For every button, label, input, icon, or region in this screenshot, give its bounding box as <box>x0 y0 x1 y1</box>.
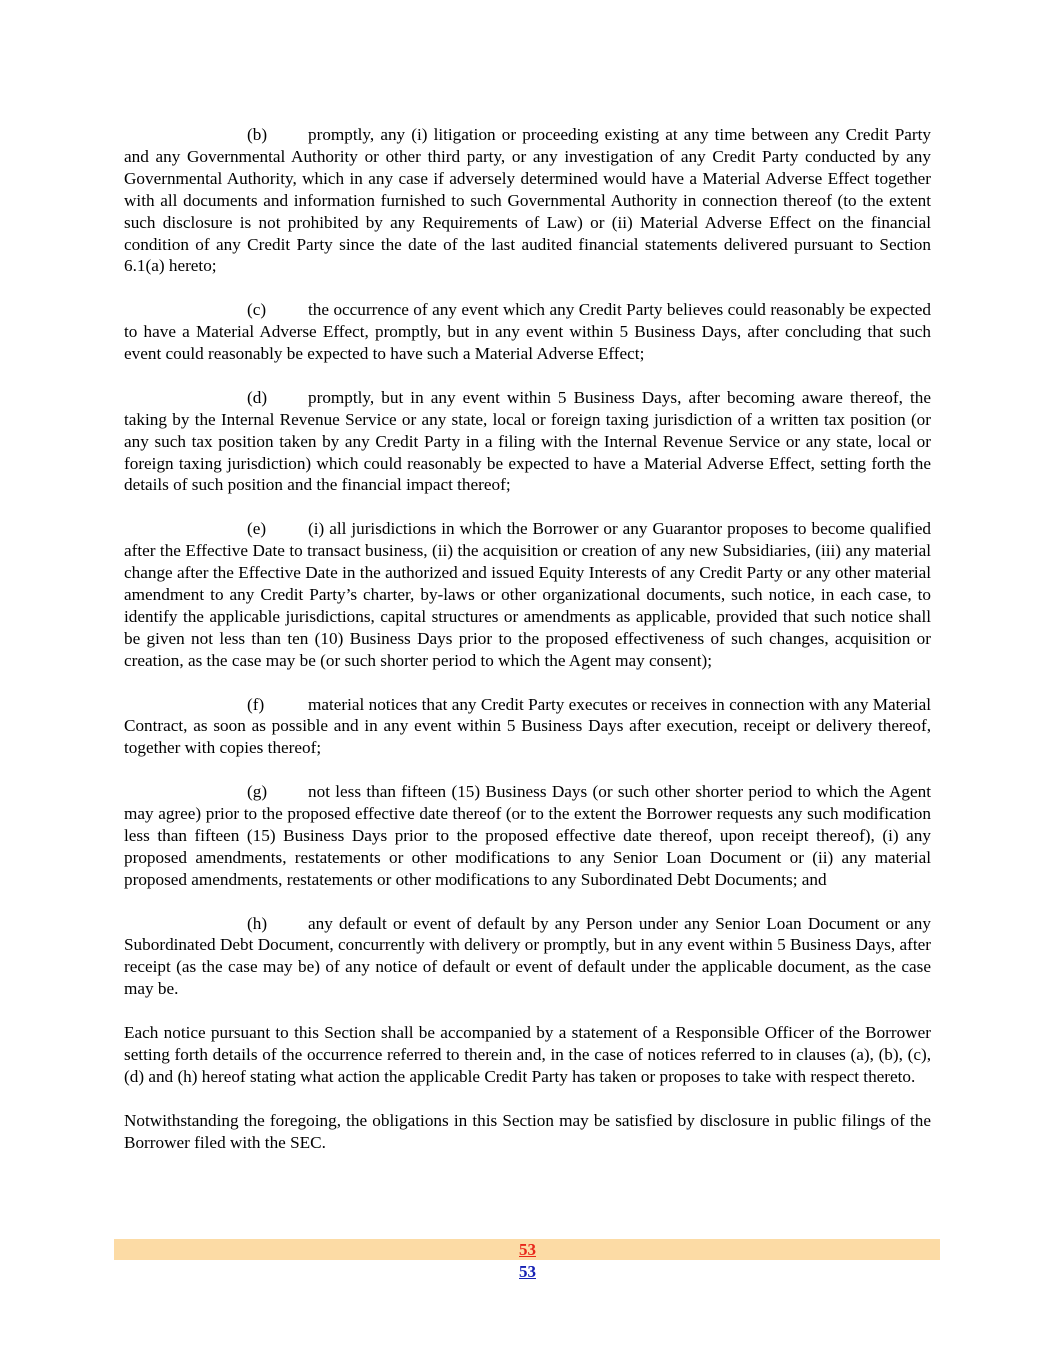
clause-f <box>124 694 931 760</box>
document-body <box>124 124 931 1175</box>
clause-text: promptly, but in any event within 5 Business Days, after becoming aware thereof, the taking by the Internal Revenue Service or any state, local or foreign taxing jurisdiction of a written tax position (or any such tax position taken by any Credit Party in a filing with the Internal Revenue Service or any state, local or foreign taxing jurisdiction) which could reasonably be expected to have a Material Adverse Effect, setting forth the details of such position and the financial impact thereof; <box>124 387 931 495</box>
clause-label: (g) <box>247 782 268 802</box>
clause-text: not less than fifteen (15) Business Days (or such other shorter period to which the Agent may agree) prior to the proposed effective date thereof (or to the extent the Borrower requests any such modification less than fifteen (15) Business Days prior to the proposed effective date thereof, upon receipt thereof), (i) any proposed amendments, restatements or other modifications to any Senior Loan Document or (ii) any material proposed amendments, restatements or other modifications to any Subordinated Debt Documents; and <box>124 782 931 889</box>
clause-label: (e) <box>247 519 267 539</box>
clause-text: the occurrence of any event which any Credit Party believes could reasonably be expected to have a Material Adverse Effect, promptly, but in any event within 5 Business Days, after concluding that such event could reasonably be expected to have such a Material Adverse Effect; <box>124 300 931 364</box>
clause-c <box>124 299 931 365</box>
clause-h <box>124 913 931 1001</box>
notwithstanding-paragraph: Notwithstanding the foregoing, the obligations in this Section may be satisfied by disclosure in public filings of the Borrower filed with the SEC. <box>124 1110 931 1152</box>
page-number-marked: 53 <box>519 1240 536 1259</box>
clause-text: any default or event of default by any Person under any Senior Loan Document or any Subordinated Debt Document, concurrently with delivery or promptly, but in any event within 5 Business Days, after receipt (as the case may be) of any notice of default or event of default under the applicable document, as the case may be. <box>124 913 931 999</box>
clause-label: (b) <box>247 125 268 144</box>
page-number-link[interactable]: 53 <box>519 1262 536 1281</box>
clause-label: (c) <box>247 300 267 320</box>
clause-label: (d) <box>247 387 268 407</box>
clause-text: promptly, any (i) litigation or proceeding existing at any time between any Credit Party and any Governmental Authority or other third party, or any investigation of any Credit Party conducted by any Governmental Authority, which in any case if adversely determined would have a Material Adverse Effect together with all documents and information furnished to such Governmental Authority in connection thereof (to the extent such disclosure is not prohibited by any Requirements of Law) or (ii) Material Adverse Effect on the financial condition of any Credit Party since the date of the last audited financial statements delivered pursuant to Section 6.1(a) hereto; <box>124 125 931 276</box>
clause-label: (f) <box>247 694 265 714</box>
clause-label: (h) <box>247 913 268 933</box>
clause-d <box>124 387 931 497</box>
clause-b <box>124 124 931 277</box>
clause-text: material notices that any Credit Party executes or receives in connection with any Material Contract, as soon as possible and in any event within 5 Business Days after execution, receipt or delivery thereof, together with copies thereof; <box>124 694 931 758</box>
clause-g <box>124 781 931 891</box>
clause-e <box>124 518 931 671</box>
notice-requirements-paragraph: Each notice pursuant to this Section shall be accompanied by a statement of a Responsible Officer of the Borrower setting forth details of the occurrence referred to therein and, in the case of notices referred to in clauses (a), (b), (c), (d) and (h) hereof stating what action the applicable Credit Party has taken or proposes to take with respect thereto. <box>124 1023 931 1086</box>
clause-text: (i) all jurisdictions in which the Borrower or any Guarantor proposes to become qualified after the Effective Date to transact business, (ii) the acquisition or creation of any new Subsidiaries, (iii) any material change after the Effective Date in the authorized and issued Equity Interests of any Credit Party or any other material amendment to any Credit Party’s charter, by-laws or other organizational documents, such notice, in each case, to identify the applicable jurisdictions, capital structures or amendments as applicable, provided that such notice shall be given not less than ten (10) Business Days prior to the proposed effectiveness of such changes, acquisition or creation, as the case may be (or such shorter period to which the Agent may consent); <box>124 519 931 670</box>
